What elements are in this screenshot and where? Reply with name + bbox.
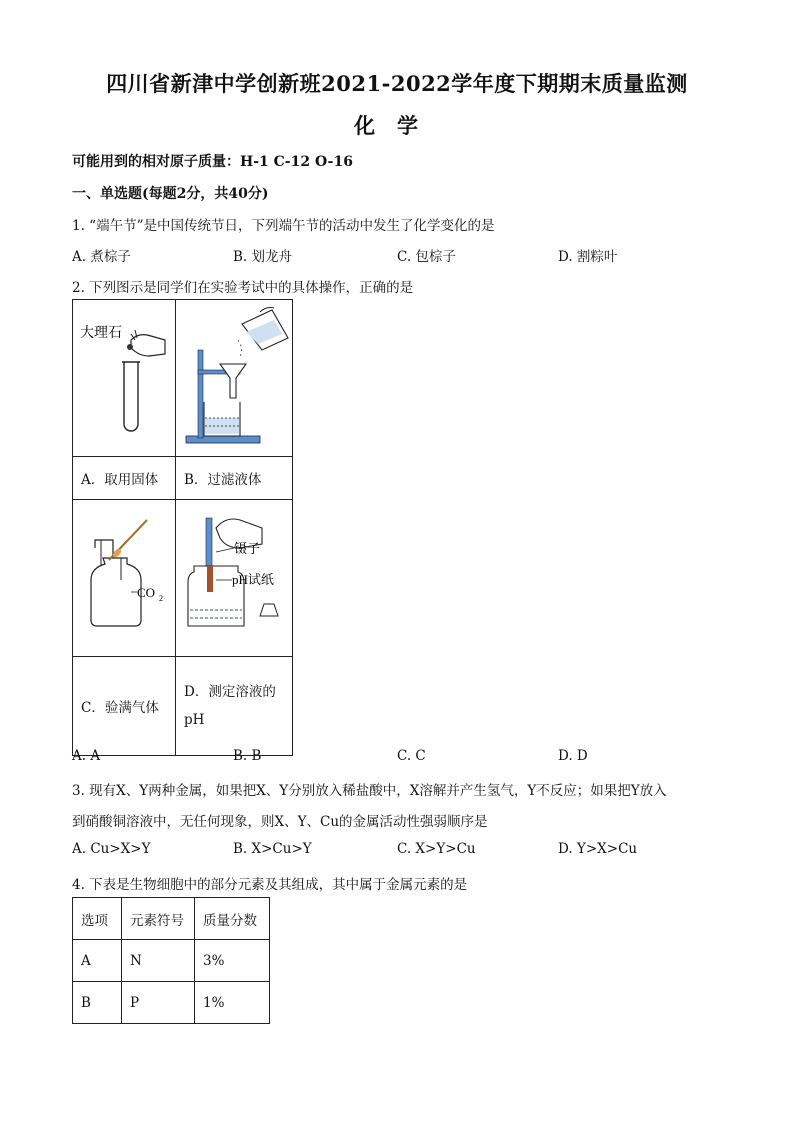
co2-subscript: 2 bbox=[159, 594, 163, 603]
figure-a-take-solid bbox=[73, 300, 175, 456]
q2-option-d: D. D bbox=[558, 748, 588, 764]
table-cell: B bbox=[73, 982, 122, 1024]
table-header-cell: 选项 bbox=[73, 898, 122, 940]
table-header-cell: 质量分数 bbox=[195, 898, 270, 940]
table-cell: 1% bbox=[195, 982, 270, 1024]
marble-label: 大理石 bbox=[80, 326, 122, 341]
figure-d-caption-line2: pH bbox=[184, 712, 205, 728]
figure-c-caption: C．验满气体 bbox=[73, 657, 176, 756]
q1-option-b: B. 划龙舟 bbox=[233, 249, 293, 265]
table-cell: N bbox=[122, 940, 195, 982]
q1-option-d: D. 割粽叶 bbox=[558, 249, 618, 265]
element-table bbox=[72, 897, 270, 1024]
ph-paper-label: pH试纸 bbox=[232, 572, 274, 587]
test-tube-hand-illustration bbox=[73, 300, 175, 456]
figure-d-caption bbox=[176, 657, 293, 756]
figure-b-filter-liquid bbox=[176, 300, 292, 456]
q2-option-c: C. C bbox=[397, 748, 426, 764]
table-cell: P bbox=[122, 982, 195, 1024]
gas-bottle-illustration bbox=[73, 500, 175, 656]
table-header-row bbox=[73, 898, 270, 940]
figure-c-check-gas bbox=[73, 500, 175, 656]
q3-option-d: D. Y>X>Cu bbox=[558, 841, 638, 857]
subject-title: 化学 bbox=[354, 113, 440, 138]
co2-label: CO bbox=[137, 585, 156, 600]
q3-stem-line2: 到硝酸铜溶液中，无任何现象，则X、Y、Cu的金属活动性强弱顺序是 bbox=[72, 814, 488, 830]
table-cell: A bbox=[73, 940, 122, 982]
tweezers-label: 镊子 bbox=[234, 541, 261, 556]
atomic-mass-note: 可能用到的相对原子质量：H-1 C-12 O-16 bbox=[72, 154, 353, 170]
figure-d-caption-line1: D．测定溶液的 bbox=[184, 684, 276, 700]
q2-option-a: A. A bbox=[72, 748, 101, 764]
q2-option-b: B. B bbox=[233, 748, 262, 764]
q3-option-c: C. X>Y>Cu bbox=[397, 841, 476, 857]
q2-stem: 2. 下列图示是同学们在实验考试中的具体操作，正确的是 bbox=[72, 280, 414, 296]
q1-stem: 1. “端午节”是中国传统节日，下列端午节的活动中发生了化学变化的是 bbox=[72, 218, 495, 234]
filtration-apparatus-illustration bbox=[176, 300, 292, 456]
figure-d-measure-ph bbox=[176, 500, 292, 656]
table-row bbox=[73, 940, 270, 982]
q3-option-a: A. Cu>X>Y bbox=[72, 841, 151, 857]
q2-figure-table bbox=[72, 299, 293, 756]
table-row bbox=[73, 982, 270, 1024]
q1-option-a: A. 煮棕子 bbox=[72, 249, 131, 265]
table-header-cell: 元素符号 bbox=[122, 898, 195, 940]
ph-test-illustration bbox=[176, 500, 292, 656]
exam-title: 四川省新津中学创新班2021-2022学年度下期期末质量监测 bbox=[106, 71, 688, 96]
table-cell: 3% bbox=[195, 940, 270, 982]
q4-stem: 4. 下表是生物细胞中的部分元素及其组成，其中属于金属元素的是 bbox=[72, 877, 468, 893]
section-heading: 一、单选题(每题2分，共40分) bbox=[72, 186, 269, 202]
figure-a-caption: A．取用固体 bbox=[73, 457, 176, 500]
q3-stem-line1: 3. 现有X、Y两种金属，如果把X、Y分别放入稀盐酸中，X溶解并产生氢气，Y不反应；如果把Y放入 bbox=[72, 783, 667, 799]
figure-b-caption: B．过滤液体 bbox=[176, 457, 293, 500]
q1-option-c: C. 包棕子 bbox=[397, 249, 456, 265]
q3-option-b: B. X>Cu>Y bbox=[233, 841, 312, 857]
